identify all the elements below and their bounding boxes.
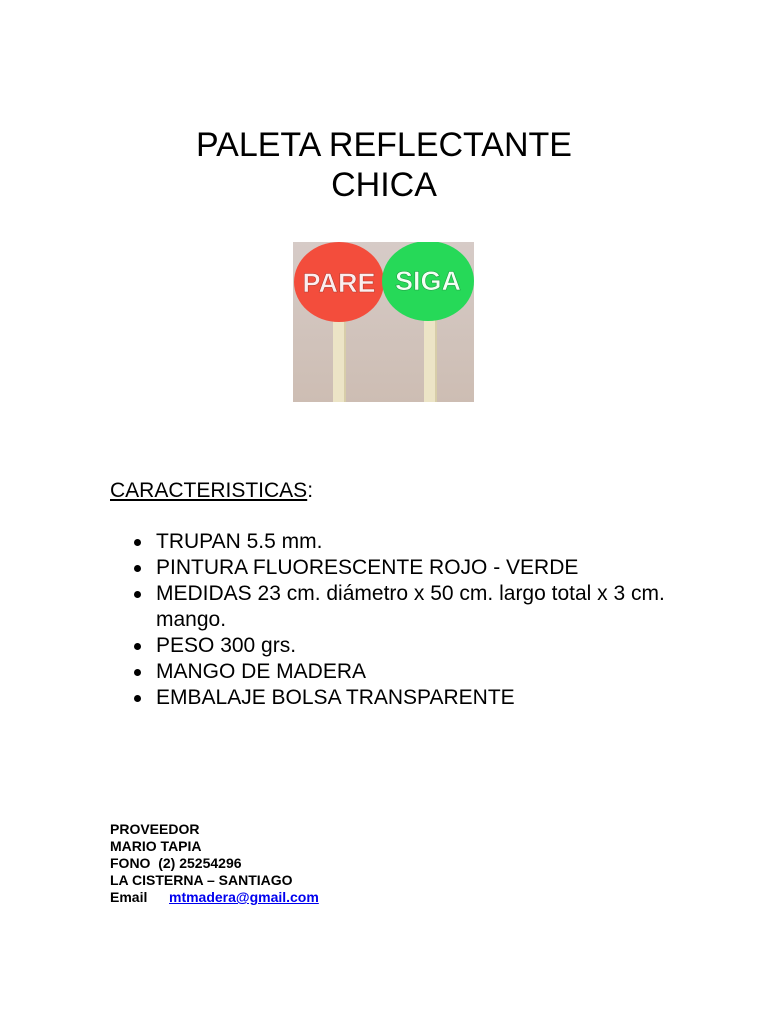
feature-text: TRUPAN 5.5 mm. bbox=[156, 530, 323, 553]
list-item bbox=[156, 659, 676, 685]
provider-phone: FONO (2) 25254296 bbox=[110, 855, 242, 871]
document-title-line-2: CHICA bbox=[331, 166, 437, 204]
characteristics-heading-colon: : bbox=[307, 479, 314, 502]
list-item bbox=[156, 581, 676, 633]
bullet-icon bbox=[134, 643, 141, 650]
bullet-icon bbox=[134, 565, 141, 572]
document-title-line-1: PALETA REFLECTANTE bbox=[196, 126, 572, 164]
feature-text: PESO 300 grs. bbox=[156, 634, 297, 657]
email-row bbox=[110, 889, 319, 906]
list-item bbox=[156, 633, 676, 659]
feature-text: EMBALAJE BOLSA TRANSPARENTE bbox=[156, 686, 515, 709]
bullet-icon bbox=[134, 695, 141, 702]
characteristics-heading-text: CARACTERISTICAS bbox=[110, 479, 308, 502]
list-item bbox=[156, 555, 676, 581]
list-item bbox=[156, 685, 676, 711]
bullet-icon bbox=[134, 591, 141, 598]
contact-block bbox=[110, 821, 319, 906]
provider-location: LA CISTERNA – SANTIAGO bbox=[110, 872, 293, 888]
email-label: Email bbox=[110, 889, 148, 905]
pare-label: PARE bbox=[302, 268, 376, 298]
provider-label: PROVEEDOR bbox=[110, 821, 200, 837]
email-link[interactable]: mtmadera@gmail.com bbox=[169, 889, 319, 905]
product-photo bbox=[293, 242, 474, 402]
bullet-icon bbox=[134, 539, 141, 546]
feature-text: MANGO DE MADERA bbox=[156, 660, 367, 683]
siga-label: SIGA bbox=[394, 266, 462, 296]
list-item bbox=[156, 529, 676, 555]
characteristics-heading bbox=[110, 478, 313, 504]
feature-text: PINTURA FLUORESCENTE ROJO - VERDE bbox=[156, 556, 579, 579]
feature-text: MEDIDAS 23 cm. diámetro x 50 cm. largo total x 3 cm. mango. bbox=[156, 582, 665, 631]
provider-name: MARIO TAPIA bbox=[110, 838, 202, 854]
bullet-icon bbox=[134, 669, 141, 676]
characteristics-list bbox=[156, 529, 676, 711]
